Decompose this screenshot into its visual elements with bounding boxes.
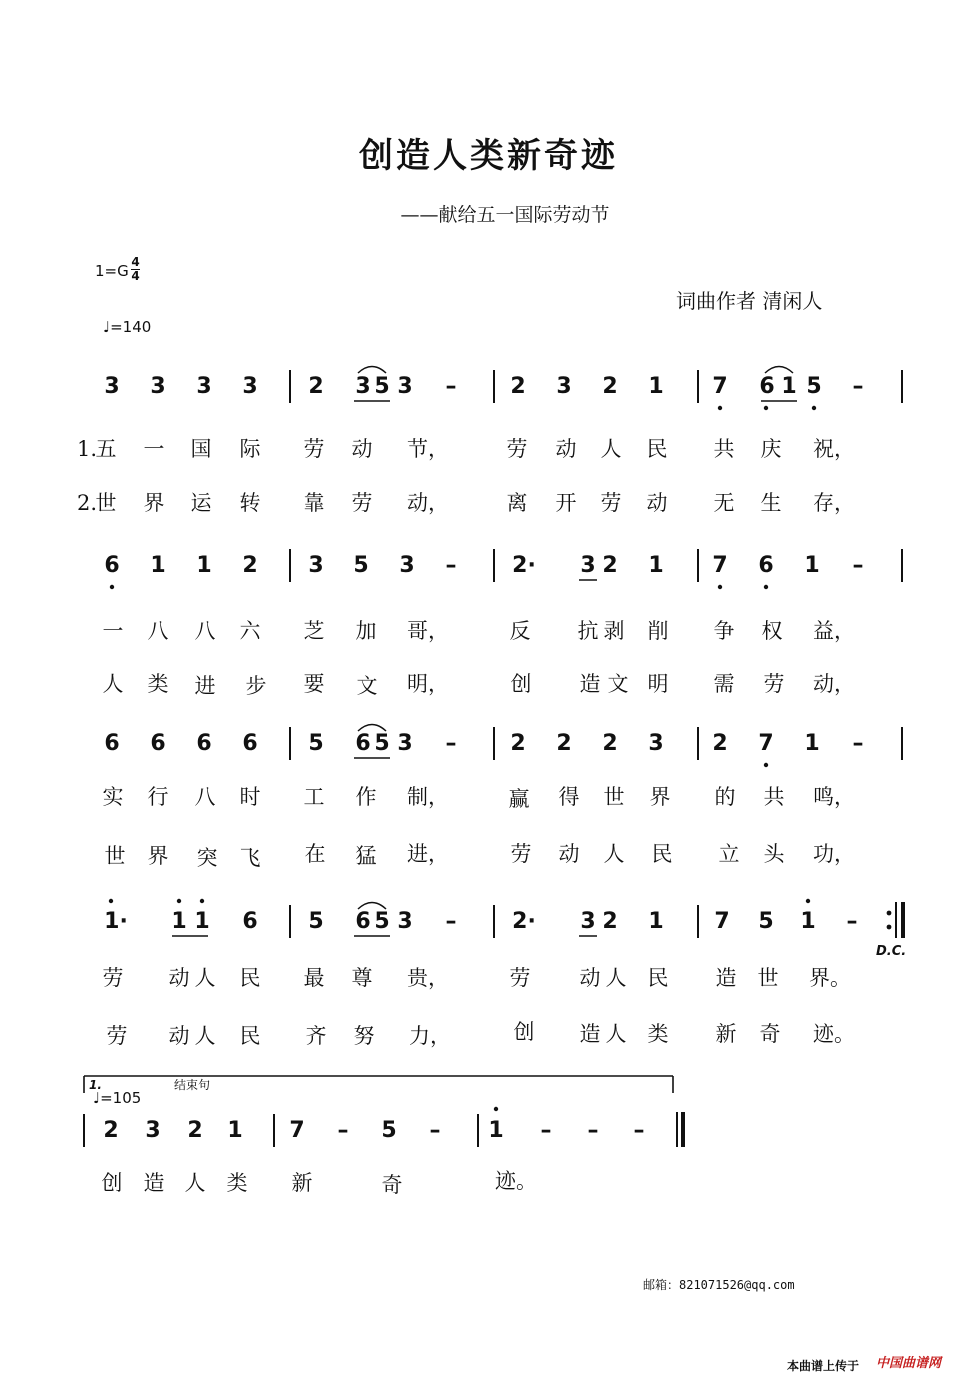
lyric-char: 哥， <box>407 619 449 643</box>
lyric-char: 五 <box>95 437 117 461</box>
lyric-char: 六 <box>239 619 261 643</box>
note: 1 <box>194 909 210 934</box>
lyric-char: 贵， <box>407 966 449 990</box>
dash: – <box>445 909 457 934</box>
lyric-char: 在 <box>304 842 326 866</box>
lyric-char: 造 <box>143 1171 165 1195</box>
lyric-char: 类 <box>647 1022 669 1046</box>
lyric-char: 创 <box>101 1171 123 1195</box>
note: 6 <box>104 553 120 578</box>
lyric-char: 动 <box>579 966 601 990</box>
lyric-char: 靠 <box>303 491 325 515</box>
note: 5 <box>374 909 390 934</box>
note: 1 <box>648 909 664 934</box>
lyric-char: 共 <box>763 785 785 809</box>
lyric-char: 国 <box>190 437 212 461</box>
lyric-char: 鸣， <box>813 785 855 809</box>
lyric-char: 进， <box>407 842 449 866</box>
lyric-char: 人 <box>605 966 627 990</box>
note: 3 <box>397 731 413 756</box>
time-signature-bottom: 4 <box>131 269 140 283</box>
lyric-char: 步 <box>245 674 267 698</box>
lyric-char: 人 <box>194 1024 216 1048</box>
lyric-char: 界 <box>649 785 671 809</box>
lyric-char: 的 <box>714 785 736 809</box>
lyric-char: 力， <box>409 1024 451 1048</box>
lyric-char: 猛 <box>355 844 377 868</box>
lyric-char: 民 <box>239 966 261 990</box>
lyric-char: 动 <box>646 491 668 515</box>
note: 2 <box>712 731 728 756</box>
lyric-char: 需 <box>713 672 735 696</box>
lyric-char: 世 <box>603 785 625 809</box>
lyric-char: 人 <box>600 437 622 461</box>
note: 2 <box>510 374 526 399</box>
dotted-note: 2· <box>512 553 536 578</box>
ending-tempo-marking <box>93 1089 141 1107</box>
composer-credit: 词曲作者 清闲人 <box>676 289 823 313</box>
ending-label: 结束句 <box>174 1078 211 1092</box>
quarter-note-icon: ♩ <box>103 318 111 336</box>
lyric-char: 削 <box>647 619 669 643</box>
note: 7 <box>289 1118 305 1143</box>
lyric-char: 制， <box>407 785 449 809</box>
note: 2 <box>602 731 618 756</box>
lyric-char: 新 <box>715 1022 737 1046</box>
lyric-char: 造 <box>579 1022 601 1046</box>
note: 6 <box>242 909 258 934</box>
lyric-char: 八 <box>194 785 216 809</box>
lyric-char: 劳 <box>763 672 785 696</box>
lyric-char: 动 <box>168 966 190 990</box>
note: 3 <box>580 909 596 934</box>
lyric-char: 抗 <box>577 619 599 643</box>
note: 3 <box>397 374 413 399</box>
lyric-char: 要 <box>303 672 325 696</box>
dash: – <box>633 1118 645 1143</box>
dash: – <box>540 1118 552 1143</box>
note: 5 <box>758 909 774 934</box>
lyric-char: 节， <box>407 437 449 461</box>
song-subtitle: ——献给五一国际劳动节 <box>400 204 610 226</box>
note: 5 <box>308 909 324 934</box>
dash: – <box>852 374 864 399</box>
note: 5 <box>806 374 822 399</box>
note: 1 <box>804 731 820 756</box>
note: 6 <box>196 731 212 756</box>
note: 6 <box>104 731 120 756</box>
note: 3 <box>242 374 258 399</box>
note: 6 <box>355 909 371 934</box>
note: 5 <box>374 374 390 399</box>
lyric-char: 动 <box>351 437 373 461</box>
lyric-char: 运 <box>190 491 212 515</box>
lyric-char: 动， <box>407 491 449 515</box>
dash: – <box>337 1118 349 1143</box>
note: 7 <box>758 731 774 756</box>
note: 1 <box>648 374 664 399</box>
lyric-char: 明 <box>647 672 669 696</box>
note: 3 <box>150 374 166 399</box>
lyric-char: 飞 <box>239 846 261 870</box>
lyric-char: 际 <box>239 437 261 461</box>
note: 3 <box>648 731 664 756</box>
note: 7 <box>712 374 728 399</box>
lyric-char: 人 <box>184 1171 206 1195</box>
lyric-char: 劳 <box>509 966 531 990</box>
lyric-char: 功， <box>813 842 855 866</box>
lyric-char: 人 <box>194 966 216 990</box>
lyric-char: 造 <box>579 672 601 696</box>
note: 6 <box>355 731 371 756</box>
lyric-char: 齐 <box>305 1024 327 1048</box>
note: 2 <box>556 731 572 756</box>
dotted-note: 2· <box>512 909 536 934</box>
lyric-char: 芝 <box>303 619 325 643</box>
lyric-char: 权 <box>761 619 783 643</box>
lyric-char: 加 <box>355 619 377 643</box>
lyric-char: 工 <box>303 785 325 809</box>
dash: – <box>445 553 457 578</box>
note: 1 <box>196 553 212 578</box>
lyric-char: 作 <box>355 785 377 809</box>
lyric-char: 一 <box>143 437 165 461</box>
lyric-char: 争 <box>713 619 735 643</box>
note: 6 <box>150 731 166 756</box>
note: 2 <box>602 553 618 578</box>
note: 3 <box>397 909 413 934</box>
lyric-char: 头 <box>763 842 785 866</box>
lyric-char: 奇 <box>381 1173 403 1197</box>
note: 3 <box>556 374 572 399</box>
lyric-char: 迹。 <box>495 1169 537 1193</box>
note: 3 <box>355 374 371 399</box>
lyric-char: 开 <box>555 491 577 515</box>
lyric-char: 迹。 <box>813 1022 855 1046</box>
lyric-char: 文 <box>356 674 378 698</box>
lyric-char: 突 <box>196 846 218 870</box>
lyric-char: 新 <box>291 1171 313 1195</box>
ending-tempo-value: =105 <box>100 1089 142 1107</box>
note: 2 <box>510 731 526 756</box>
lyric-char: 明， <box>407 672 449 696</box>
note: 6 <box>242 731 258 756</box>
lyric-char: 无 <box>713 491 735 515</box>
lyric-char: 一 <box>102 619 124 643</box>
note: 2 <box>602 909 618 934</box>
dotted-note: 1· <box>104 909 128 934</box>
lyric-char: 民 <box>239 1024 261 1048</box>
lyric-char: 生 <box>760 491 782 515</box>
note: 7 <box>714 909 730 934</box>
lyric-char: 八 <box>147 619 169 643</box>
lyric-char: 劳 <box>102 966 124 990</box>
note: 5 <box>381 1118 397 1143</box>
contact-email: 邮箱：821071526@qq.com <box>643 1278 795 1292</box>
lyric-char: 造 <box>715 966 737 990</box>
lyric-char: 行 <box>147 785 169 809</box>
lyric-char: 最 <box>303 966 325 990</box>
lyric-char: 人 <box>603 842 625 866</box>
note: 3 <box>145 1118 161 1143</box>
note: 7 <box>712 553 728 578</box>
lyric-char: 赢 <box>508 787 530 811</box>
verse-number: 1. <box>77 437 98 461</box>
note: 3 <box>580 553 596 578</box>
note: 1 <box>150 553 166 578</box>
note: 6 <box>759 374 775 399</box>
note: 3 <box>196 374 212 399</box>
note: 1 <box>227 1118 243 1143</box>
lyric-char: 时 <box>239 785 261 809</box>
lyric-char: 尊 <box>351 966 373 990</box>
lyric-char: 文 <box>607 672 629 696</box>
lyric-char: 动 <box>555 437 577 461</box>
lyric-char: 存， <box>813 491 855 515</box>
dash: – <box>587 1118 599 1143</box>
note: 1 <box>800 909 816 934</box>
note: 2 <box>308 374 324 399</box>
lyric-char: 进 <box>194 674 216 698</box>
note: 3 <box>104 374 120 399</box>
lyric-char: 类 <box>226 1171 248 1195</box>
note: 3 <box>399 553 415 578</box>
note: 5 <box>374 731 390 756</box>
note: 2 <box>103 1118 119 1143</box>
lyric-char: 八 <box>194 619 216 643</box>
song-title: 创造人类新奇迹 <box>359 136 618 176</box>
site-logo: 中国曲谱网 <box>876 1356 942 1371</box>
lyric-char: 劳 <box>303 437 325 461</box>
lyric-char: 界 <box>147 844 169 868</box>
lyric-char: 劳 <box>506 437 528 461</box>
note: 2 <box>187 1118 203 1143</box>
quarter-note-icon: ♩ <box>93 1089 101 1107</box>
note: 1 <box>488 1118 504 1143</box>
lyric-char: 世 <box>104 844 126 868</box>
note: 2 <box>242 553 258 578</box>
dash: – <box>846 909 858 934</box>
lyric-char: 界。 <box>809 966 851 990</box>
note: 1 <box>171 909 187 934</box>
note: 5 <box>353 553 369 578</box>
lyric-char: 实 <box>102 785 124 809</box>
lyric-char: 益， <box>813 619 855 643</box>
lyric-char: 劳 <box>510 842 532 866</box>
lyric-char: 类 <box>147 672 169 696</box>
lyric-char: 反 <box>509 619 531 643</box>
note: 5 <box>308 731 324 756</box>
lyric-char: 人 <box>102 672 124 696</box>
lyric-char: 创 <box>513 1020 535 1044</box>
note: 3 <box>308 553 324 578</box>
lyric-char: 离 <box>506 491 528 515</box>
lyric-char: 劳 <box>351 491 373 515</box>
note: 2 <box>602 374 618 399</box>
lyric-char: 劳 <box>600 491 622 515</box>
dash: – <box>445 374 457 399</box>
dash: – <box>429 1118 441 1143</box>
lyric-char: 人 <box>605 1022 627 1046</box>
note: 1 <box>804 553 820 578</box>
lyric-char: 世 <box>95 491 117 515</box>
lyric-char: 奇 <box>759 1022 781 1046</box>
lyric-char: 民 <box>651 842 673 866</box>
dash: – <box>852 553 864 578</box>
lyric-char: 庆 <box>760 437 782 461</box>
lyric-char: 动， <box>813 672 855 696</box>
upload-notice: 本曲谱上传于 <box>787 1359 860 1373</box>
dash: – <box>852 731 864 756</box>
lyric-char: 共 <box>713 437 735 461</box>
lyric-char: 民 <box>646 437 668 461</box>
dash: – <box>445 731 457 756</box>
time-signature-top: 4 <box>131 255 140 269</box>
lyric-char: 努 <box>353 1024 375 1048</box>
dc-marking: D.C. <box>876 944 907 959</box>
note: 1 <box>781 374 797 399</box>
lyric-char: 祝， <box>813 437 855 461</box>
note: 6 <box>758 553 774 578</box>
note: 1 <box>648 553 664 578</box>
lyric-char: 世 <box>757 966 779 990</box>
verse-number: 2. <box>77 491 98 515</box>
key-signature: 1=G <box>95 262 129 280</box>
volta-number: 1. <box>89 1078 102 1092</box>
lyric-char: 转 <box>239 491 261 515</box>
lyric-char: 界 <box>143 491 165 515</box>
tempo-value: =140 <box>110 318 152 336</box>
lyric-char: 得 <box>558 785 580 809</box>
lyric-char: 动 <box>558 842 580 866</box>
lyric-char: 创 <box>510 672 532 696</box>
lyric-char: 动 <box>168 1024 190 1048</box>
lyric-char: 劳 <box>106 1024 128 1048</box>
lyric-char: 民 <box>647 966 669 990</box>
lyric-char: 立 <box>718 842 740 866</box>
lyric-char: 剥 <box>603 619 625 643</box>
